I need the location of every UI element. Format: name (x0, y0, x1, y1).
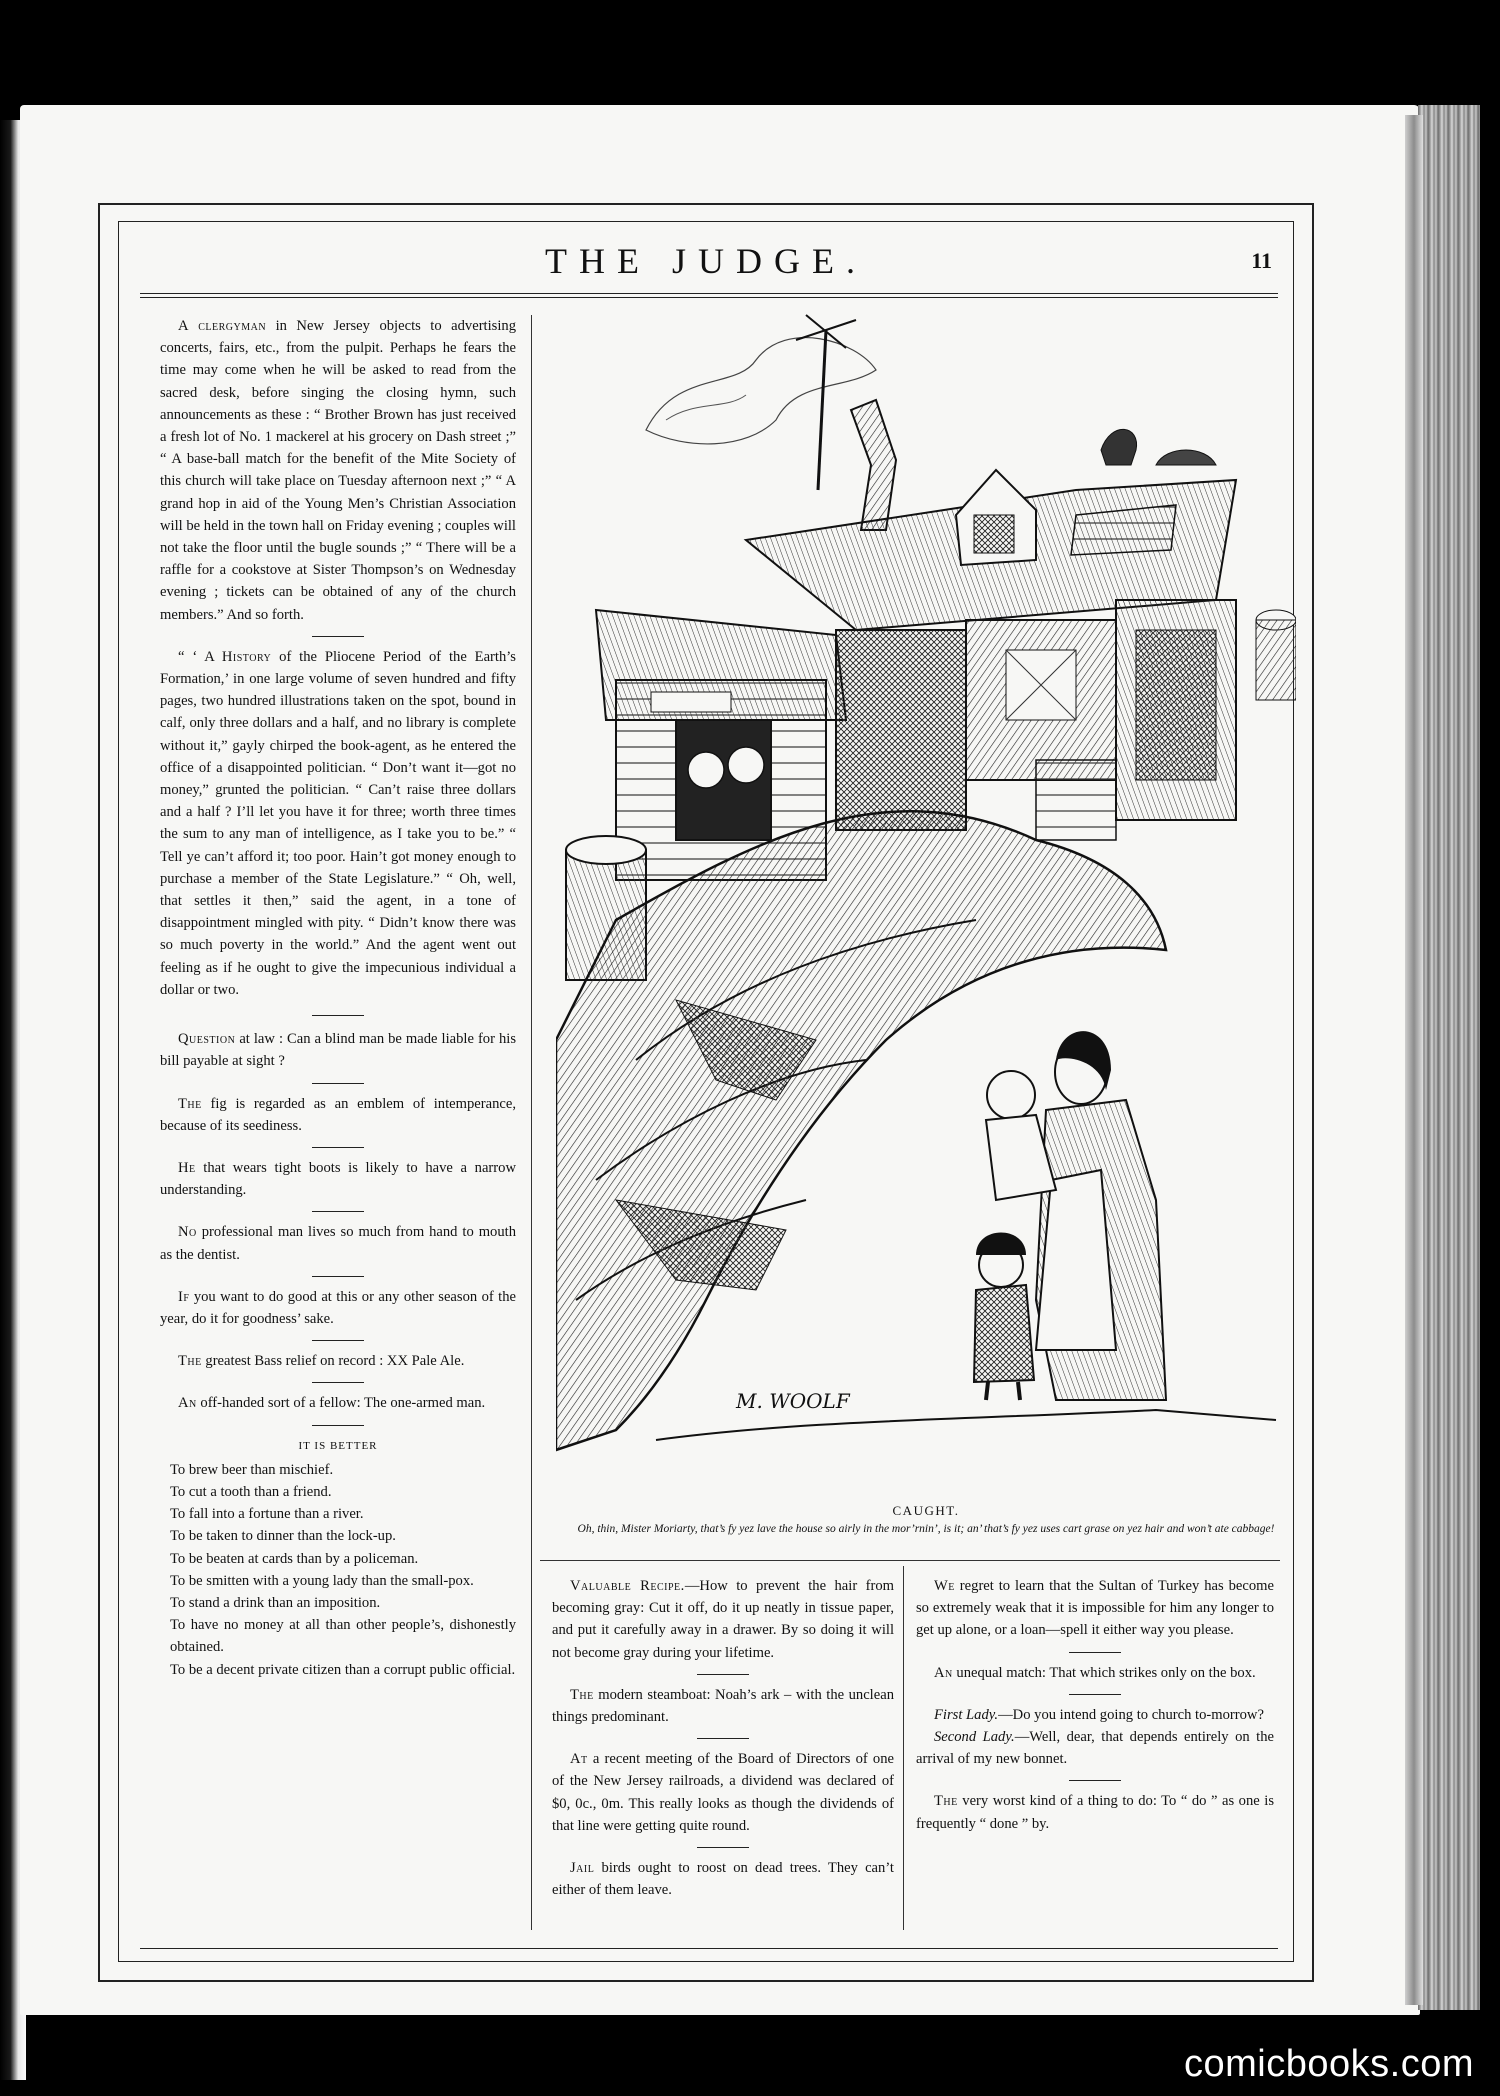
poem-line: To fall into a fortune than a river. (170, 1506, 364, 1523)
lead-word: The (934, 1793, 958, 1810)
dialogue-text: —Do you intend going to church to-morrow? (998, 1706, 1264, 1723)
masthead-title: THE JUDGE. (545, 241, 867, 281)
poem-title: IT IS BETTER (298, 1439, 378, 1452)
joke-text: at law : Can a blind man be made liable for his bill payable at sight ? (160, 1031, 516, 1070)
dialogue-first-lady (916, 1704, 1274, 1726)
right-column (916, 1575, 1274, 1835)
joke-text: a recent meeting of the Board of Directors of one of the New Jersey railroads, a dividend was declared of $0, 0c., 0m. This really looks as though the dividends of that line were getting quite round. (552, 1751, 894, 1834)
separator (1069, 1652, 1121, 1653)
column-rule (531, 315, 532, 1930)
lead-word: Question (178, 1031, 236, 1048)
illustration-caught (556, 300, 1296, 1508)
joke-sultan (916, 1575, 1274, 1642)
separator (1069, 1694, 1121, 1695)
column-rule (903, 1566, 904, 1930)
joke-worst-thing (916, 1790, 1274, 1834)
separator (697, 1674, 749, 1675)
article-text: in New Jersey objects to advertising concerts, fairs, etc., from the pulpit. Perhaps he fears the time may come when he will be asked to read from the sacred desk, before singing the closing hymn, such announcements as these : “ Brother Brown has just received a fresh lot of No. 1 mackerel at his grocery on Dash street ;” “ A base-ball match for the benefit of the Mite Society of this church will take place on Tuesday afternoon next ;” “ A grand hop in aid of the Young Men’s Christian Association will be held in the town hall on Friday evening ; couples will not take the floor until the bugle sounds ;” “ There will be a raffle for a cookstove at Sister Thompson’s on Wednesday evening ; tickets can be obtained of any of the church members.” And so forth. (160, 318, 516, 623)
dialogue-second-lady (916, 1726, 1274, 1770)
joke-tight-boots (160, 1157, 516, 1201)
separator (312, 1015, 364, 1016)
separator (1069, 1780, 1121, 1781)
separator (312, 1147, 364, 1148)
joke-railroad-dividend (552, 1748, 894, 1837)
joke-text: very worst kind of a thing to do: To “ do ” as one is frequently “ done ” by. (916, 1793, 1274, 1832)
article-clergyman (160, 315, 516, 626)
separator (312, 1425, 364, 1426)
separator (312, 1083, 364, 1084)
mid-column (552, 1575, 894, 1901)
joke-blind-man (160, 1028, 516, 1072)
left-column (160, 315, 516, 1681)
footer-rule (140, 1948, 1278, 1949)
joke-text: professional man lives so much from hand to mouth as the dentist. (160, 1224, 516, 1263)
lead-word: No (178, 1224, 197, 1241)
joke-text: that wears tight boots is likely to have a narrow understanding. (160, 1159, 516, 1199)
joke-goodness (160, 1286, 516, 1330)
lead-word: The (178, 1353, 202, 1370)
lead-word: At (570, 1751, 588, 1768)
article-text: —How to prevent the hair from becoming gray: Cut it off, do it up neatly in tissue paper, and put it carefully away in a drawer. By so doing it will not become gray during your lifetime. (552, 1578, 894, 1661)
poem-line: To cut a tooth than a friend. (170, 1483, 332, 1500)
separator (312, 636, 364, 637)
lead-word: We (934, 1578, 955, 1594)
source-watermark: comicbooks.com (1184, 2043, 1474, 2085)
lead-word: Jail (570, 1860, 595, 1877)
joke-dentist (160, 1221, 516, 1265)
lead-word: If (178, 1288, 190, 1305)
separator (312, 1276, 364, 1277)
poem-line: To brew beer than mischief. (170, 1461, 334, 1478)
masthead (118, 236, 1294, 286)
separator (312, 1340, 364, 1341)
joke-text: fig is regarded as an emblem of intemperance, because of its seediness. (160, 1095, 516, 1134)
joke-jail-birds (552, 1857, 894, 1901)
joke-text: you want to do good at this or any other season of the year, do it for goodness’ sake. (160, 1288, 516, 1327)
lead-word: An (934, 1664, 953, 1681)
separator (312, 1382, 364, 1383)
separator (697, 1738, 749, 1739)
article-text: of the Pliocene Period of the Earth’s Formation,’ in one large volume of seven hundred and fifty pages, two hundred illustrations taken on the spot, bound in calf, only three dollars and a half, and no library is complete without it,” gayly chirped the book-agent, as he entered the office of a disappointed politician. “ Don’t want it—got no money,” grunted the politician. “ Can’t raise three dollars and a half ? I’ll let you have it for three; worth three times the sum to any man of intelligence, as I take you to be.” “ Tell ye can’t afford it; too poor. Hain’t got money enough to purchase a member of the State Legislature.” “ Oh, well, that settles it then,” said the agent, in a tone of disappointment mingled with pity. “ Didn’t know there was so much poverty in the world.” And the agent went out feeling as if he ought to give the impecunious individual a dollar or two. (160, 648, 516, 998)
joke-text: unequal match: That which strikes only on the box. (952, 1664, 1256, 1681)
joke-text: birds ought to roost on dead trees. They can’t either of them leave. (552, 1860, 894, 1899)
article-text: “ ‘ A (178, 648, 222, 665)
joke-text: off-handed sort of a fellow: The one-armed man. (196, 1395, 486, 1412)
joke-text: modern steamboat: Noah’s ark – with the unclean things predominant. (552, 1686, 894, 1726)
lead-word: The (570, 1686, 594, 1703)
lead-word: A clergyman (178, 318, 267, 334)
joke-text: greatest Bass relief on record : XX Pale Ale. (201, 1353, 465, 1370)
lead-word: The (178, 1095, 202, 1112)
joke-steamboat (552, 1684, 894, 1728)
caption-rule (540, 1560, 1280, 1561)
poem-line: To have no money at all than other people’s, dishonestly obtained. (170, 1617, 516, 1656)
poem-line: To be a decent private citizen than a corrupt public official. (170, 1661, 516, 1678)
poem-line: To be taken to dinner than the lock-up. (170, 1528, 396, 1545)
valuable-recipe (552, 1575, 894, 1664)
separator (312, 1211, 364, 1212)
poem-line: To be beaten at cards than by a policeman. (170, 1550, 419, 1567)
page-stack-edge (1418, 105, 1480, 2010)
header-rule (140, 293, 1278, 298)
separator (697, 1847, 749, 1848)
caption-text: Oh, thin, Mister Moriarty, that’s fy yez lave the house so airly in the mor’rnin’, is it; an’ that’s fy yez uses cart grase on yez hair and won’t ate cabbage! (577, 1523, 1275, 1535)
lead-word: He (178, 1159, 196, 1176)
joke-match (916, 1662, 1274, 1684)
article-book-agent (160, 646, 516, 1001)
dialogue-text: —Well, dear, that depends entirely on the arrival of my new bonnet. (916, 1729, 1275, 1768)
joke-fig (160, 1093, 516, 1137)
illustration-signature: M. WOOLF (736, 1389, 850, 1413)
speaker: First Lady. (934, 1706, 999, 1723)
page-number: 11 (1251, 248, 1272, 273)
poem-line: To be smitten with a young lady than the small-pox. (170, 1572, 474, 1589)
poem-line: To stand a drink than an imposition. (170, 1594, 381, 1611)
lead-word: History (221, 648, 272, 665)
lead-word: Valuable Recipe. (570, 1578, 685, 1594)
joke-bass-relief (160, 1350, 516, 1372)
page-stack-inner (1405, 115, 1423, 2005)
caption-title: CAUGHT. (892, 1503, 960, 1518)
joke-text: regret to learn that the Sultan of Turkey has become so extremely weak that it is impossible for him any longer to get up alone, or a loan—spell it either way you please. (916, 1578, 1274, 1639)
lead-word: An (178, 1395, 197, 1412)
speaker: Second Lady. (934, 1729, 1015, 1746)
joke-off-handed (160, 1392, 516, 1414)
